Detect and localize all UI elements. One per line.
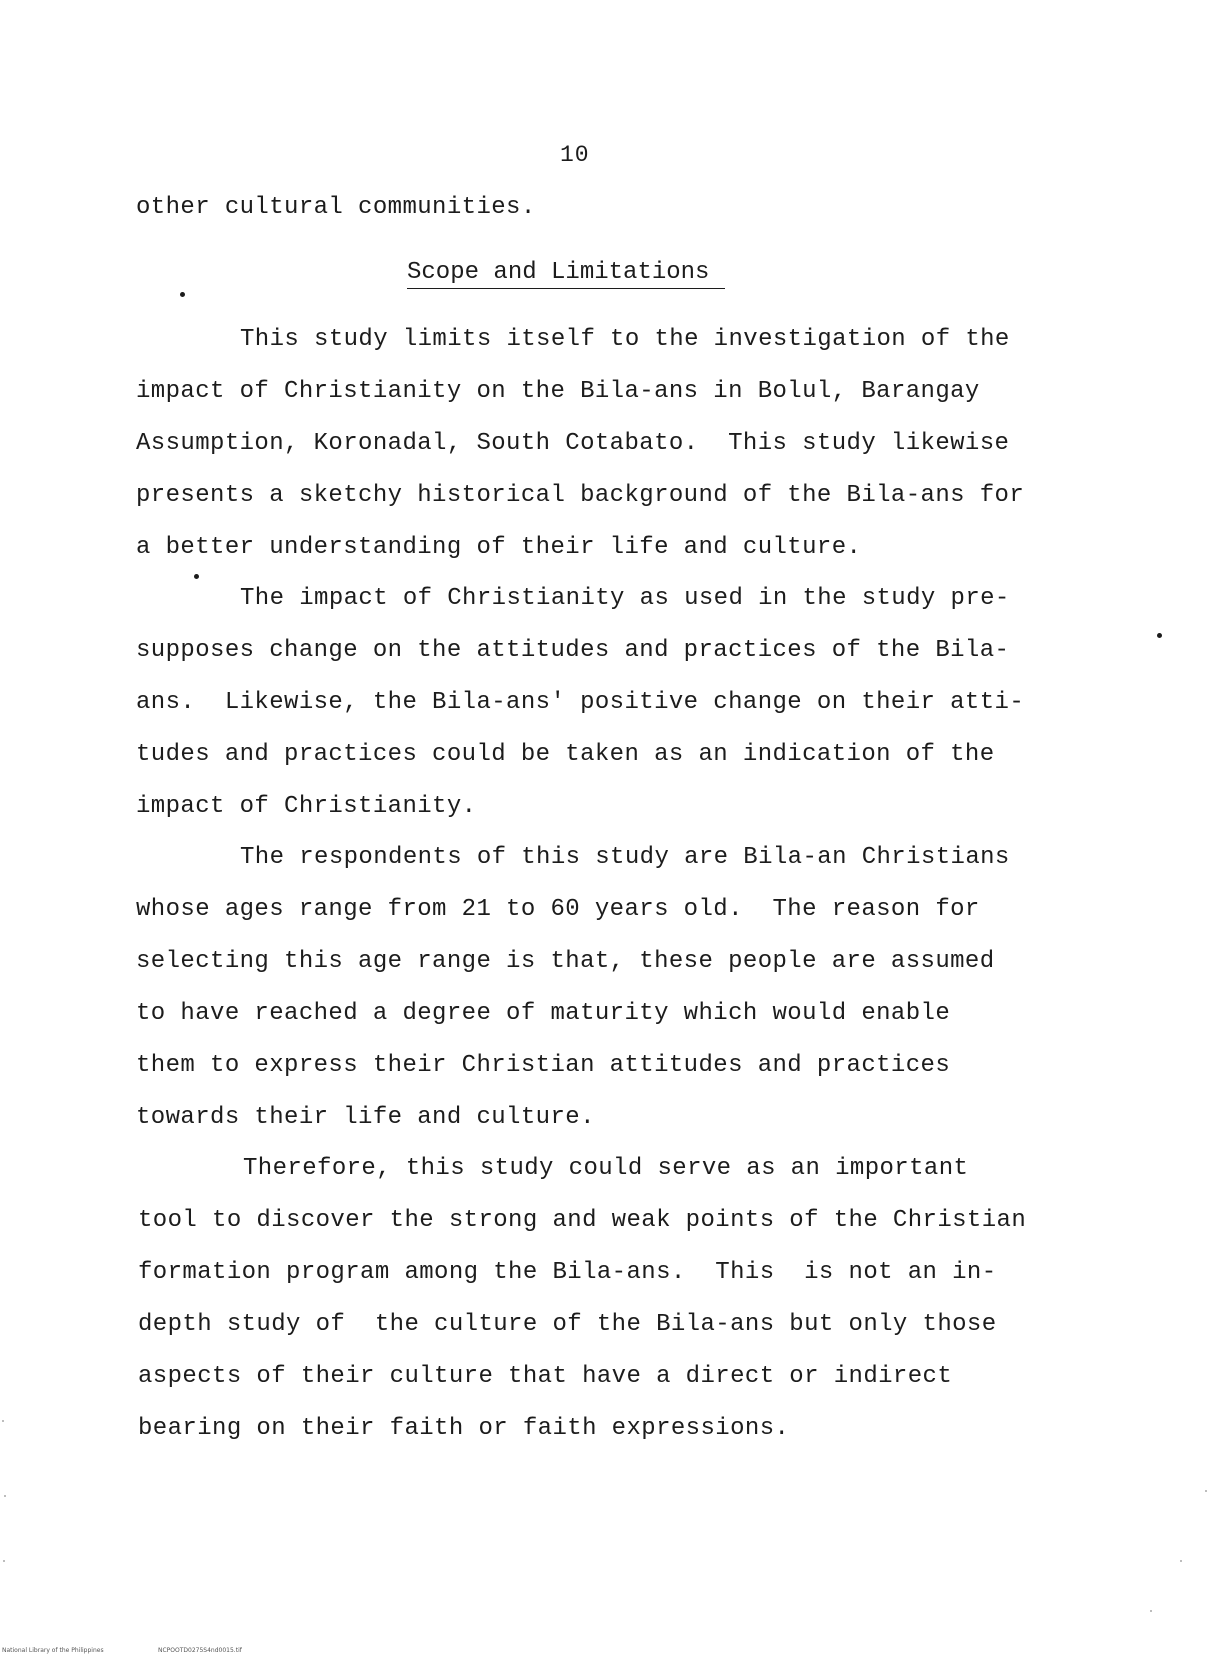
page-number: 10 [560, 142, 590, 168]
paragraph-4-line-2: tool to discover the strong and weak points of the Christian [138, 1207, 1027, 1234]
scan-noise [4, 1495, 6, 1497]
library-credit: National Library of the Philippines [2, 1647, 104, 1654]
scan-noise [1180, 1560, 1182, 1562]
paragraph-2-line-5: impact of Christianity. [136, 793, 477, 820]
paragraph-2-line-3: ans. Likewise, the Bila-ans' positive change on their atti- [136, 689, 1025, 716]
paragraph-1-line-4: presents a sketchy historical background of the Bila-ans for [136, 482, 1025, 509]
paragraph-4-line-4: depth study of the culture of the Bila-ans but only those [138, 1311, 997, 1338]
paragraph-1-line-5: a better understanding of their life and culture. [136, 534, 862, 561]
paragraph-4-line-5: aspects of their culture that have a direct or indirect [138, 1363, 953, 1390]
paragraph-3-line-5: them to express their Christian attitudes and practices [136, 1052, 951, 1079]
continuation-line: other cultural communities. [136, 194, 536, 221]
scan-noise [3, 1560, 5, 1562]
paragraph-4-line-1: Therefore, this study could serve as an important [243, 1155, 969, 1182]
paragraph-3-line-1: The respondents of this study are Bila-an Christians [240, 844, 1010, 871]
paragraph-4-line-3: formation program among the Bila-ans. This is not an in- [138, 1259, 997, 1286]
paragraph-2-line-2: supposes change on the attitudes and practices of the Bila- [136, 637, 1010, 664]
paragraph-3-line-2: whose ages range from 21 to 60 years old. The reason for [136, 896, 980, 923]
ink-speck [180, 292, 185, 297]
paragraph-3-line-4: to have reached a degree of maturity which would enable [136, 1000, 951, 1027]
scan-noise [1150, 1610, 1152, 1612]
paragraph-1-line-2: impact of Christianity on the Bila-ans in Bolul, Barangay [136, 378, 980, 405]
paragraph-1-line-3: Assumption, Koronadal, South Cotabato. This study likewise [136, 430, 1010, 457]
paragraph-4-line-6: bearing on their faith or faith expressions. [138, 1415, 790, 1442]
paragraph-3-line-6: towards their life and culture. [136, 1104, 595, 1131]
paragraph-1-line-1: This study limits itself to the investigation of the [240, 326, 1010, 353]
ink-speck [194, 574, 199, 579]
scan-noise [1205, 1490, 1207, 1492]
ink-speck [1157, 633, 1162, 638]
section-heading: Scope and Limitations [407, 258, 725, 289]
file-identifier: NCPOOTD0275S4nd0015.tif [158, 1647, 242, 1654]
scan-noise [2, 1420, 4, 1422]
paragraph-2-line-1: The impact of Christianity as used in the study pre- [240, 585, 1010, 612]
paragraph-3-line-3: selecting this age range is that, these people are assumed [136, 948, 995, 975]
paragraph-2-line-4: tudes and practices could be taken as an indication of the [136, 741, 995, 768]
